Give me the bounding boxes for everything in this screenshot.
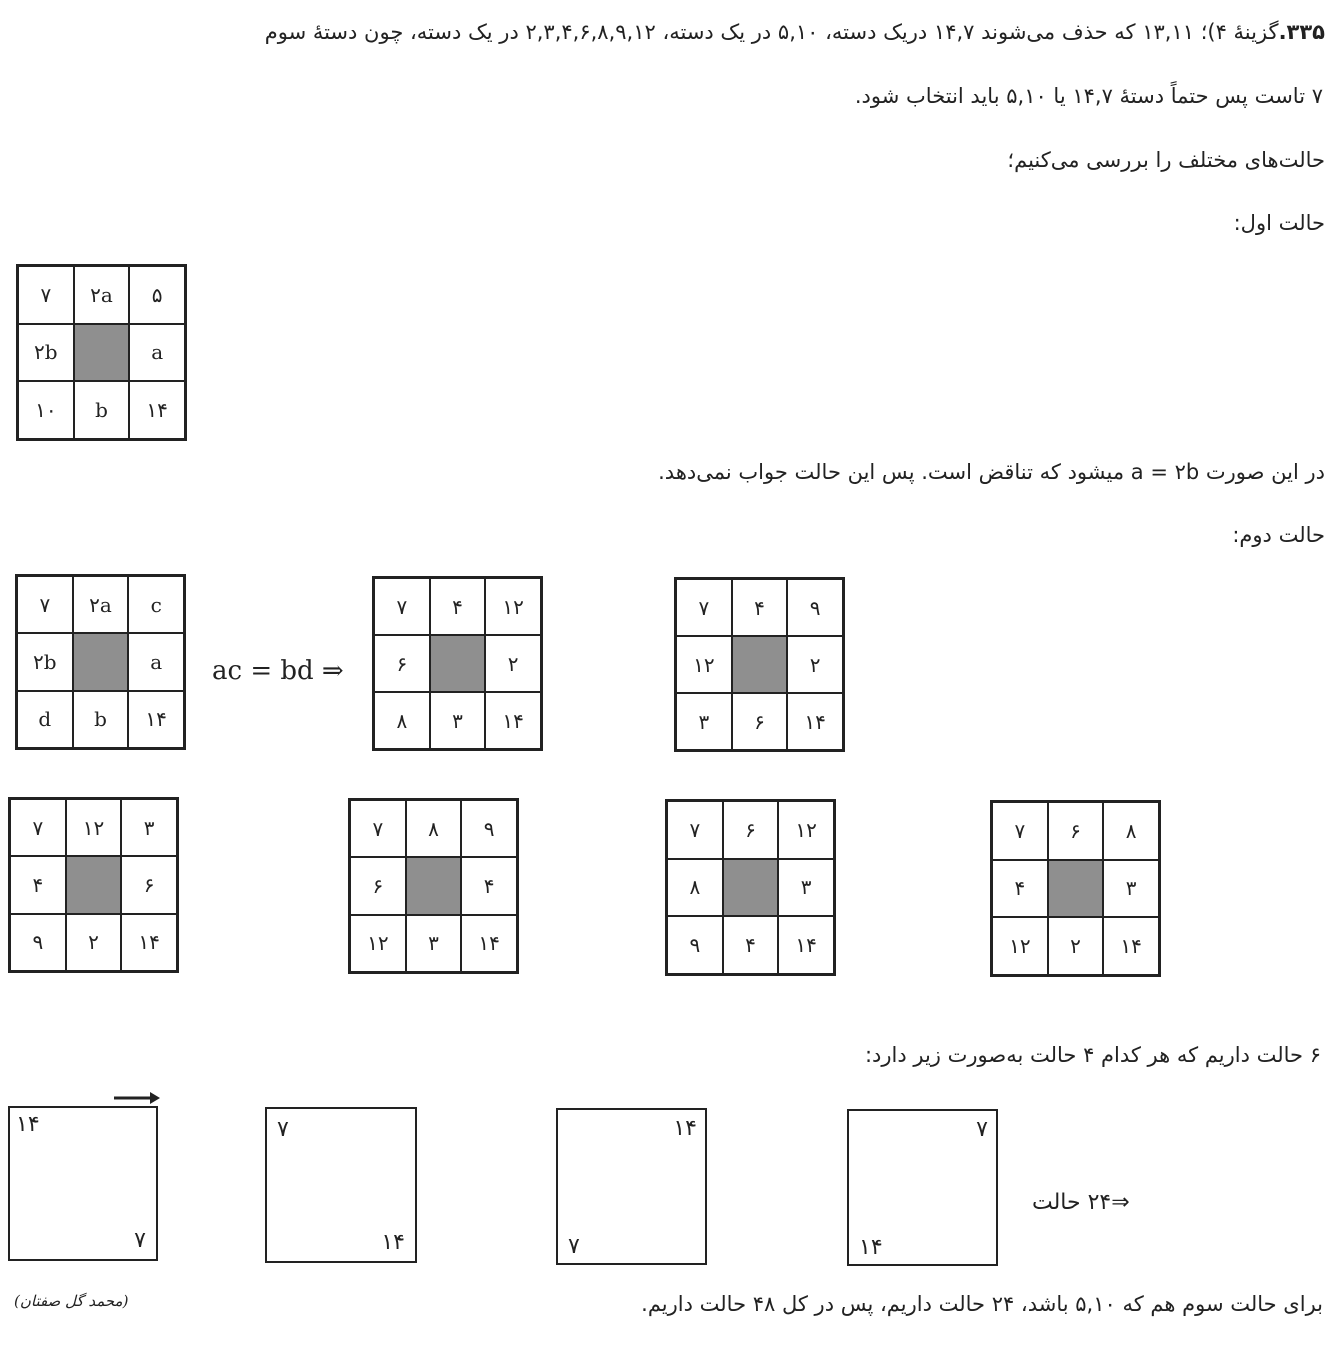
grid-cell: ۱۲ xyxy=(485,578,541,635)
grid-cell: ۲ xyxy=(66,914,122,971)
magic-grid-solution-2 xyxy=(674,577,845,752)
magic-grid-solution-3 xyxy=(8,797,179,973)
grid-cell: ۹ xyxy=(10,914,66,971)
grid-center-shaded xyxy=(732,636,788,693)
corner-square-2 xyxy=(265,1107,417,1263)
grid-cell: ۴ xyxy=(10,856,66,913)
corner-value-bottom-right: ۱۴ xyxy=(381,1230,405,1255)
grid-cell: ۶ xyxy=(723,801,779,859)
grid-center-shaded xyxy=(723,859,779,917)
grid-cell: b xyxy=(73,691,129,748)
grid-cell: ۱۴ xyxy=(461,915,517,972)
grid-cell: d xyxy=(17,691,73,748)
grid-center-shaded xyxy=(73,633,129,690)
grid-cell: a xyxy=(129,324,185,382)
grid-cell: ۸ xyxy=(1103,802,1159,860)
grid-cell: ۱۴ xyxy=(128,691,184,748)
corner-square-1 xyxy=(8,1106,158,1261)
grid-cell: ۸ xyxy=(374,692,430,749)
line-1-text: گزینهٔ ۴)؛ ۱۳,۱۱ که حذف می‌شوند ۱۴,۷ دریک دسته، ۵,۱۰ در یک دسته، ۲,۳,۴,۶,۸,۹,۱۲ در یک دسته، چون دستهٔ سوم xyxy=(264,20,1279,44)
grid-cell: ۹ xyxy=(787,579,843,636)
grid-cell: ۱۲ xyxy=(778,801,834,859)
grid-cell: ۳ xyxy=(430,692,486,749)
corner-value-top-right: ۱۴ xyxy=(673,1116,697,1141)
grid-cell: ۱۴ xyxy=(778,916,834,974)
grid-cell: ۳ xyxy=(778,859,834,917)
grid-cell: ۷ xyxy=(676,579,732,636)
case-1-result: در این صورت a = ۲b میشود که تناقض است. پس این حالت جواب نمی‌دهد. xyxy=(658,460,1325,484)
grid-cell: ۴ xyxy=(732,579,788,636)
grid-cell: ۷ xyxy=(350,800,406,857)
grid-cell: ۱۴ xyxy=(129,381,185,439)
grid-center-shaded xyxy=(1048,860,1104,918)
case-2-title: حالت دوم: xyxy=(1232,523,1325,547)
equation-ac-bd: ac = bd ⇒ xyxy=(212,656,344,686)
grid-cell: ۵ xyxy=(129,266,185,324)
grid-cell: ۳ xyxy=(676,693,732,750)
corner-value-top-left: ۷ xyxy=(277,1117,289,1142)
corner-square-4 xyxy=(847,1109,998,1266)
grid-cell: ۲ xyxy=(485,635,541,692)
grid-cell: ۱۴ xyxy=(787,693,843,750)
grid-cell: ۱۲ xyxy=(66,799,122,856)
grid-cell: ۴ xyxy=(430,578,486,635)
line-review-cases: حالت‌های مختلف را بررسی می‌کنیم؛ xyxy=(1007,148,1325,172)
grid-cell: ۱۲ xyxy=(350,915,406,972)
rotation-arrow-icon xyxy=(112,1088,162,1108)
grid-cell: ۲ xyxy=(787,636,843,693)
magic-grid-case-2-variables xyxy=(15,574,186,750)
grid-cell: ۷ xyxy=(992,802,1048,860)
corner-square-3 xyxy=(556,1108,707,1265)
result-24-cases: ⇒۲۴ حالت xyxy=(1032,1190,1130,1215)
corner-value-top-left: ۱۴ xyxy=(16,1112,40,1137)
grid-cell: ۹ xyxy=(461,800,517,857)
grid-cell: ۱۴ xyxy=(485,692,541,749)
magic-grid-solution-1 xyxy=(372,576,543,751)
grid-cell: ۲b xyxy=(17,633,73,690)
corner-value-bottom-left: ۱۴ xyxy=(859,1235,883,1260)
case-1-title: حالت اول: xyxy=(1233,211,1325,235)
grid-cell: ۲a xyxy=(73,576,129,633)
grid-cell: c xyxy=(128,576,184,633)
problem-number: ۳۳۵. xyxy=(1278,20,1325,44)
grid-cell: ۸ xyxy=(667,859,723,917)
grid-cell: ۷ xyxy=(18,266,74,324)
grid-cell: ۷ xyxy=(17,576,73,633)
grid-center-shaded xyxy=(406,857,462,914)
grid-cell: ۱۲ xyxy=(992,917,1048,975)
grid-cell: ۶ xyxy=(732,693,788,750)
magic-grid-solution-6 xyxy=(990,800,1161,977)
grid-cell: ۱۲ xyxy=(676,636,732,693)
grid-cell: ۷ xyxy=(10,799,66,856)
magic-grid-solution-4 xyxy=(348,798,519,974)
grid-cell: ۳ xyxy=(1103,860,1159,918)
grid-cell: ۶ xyxy=(121,856,177,913)
grid-cell: ۶ xyxy=(1048,802,1104,860)
grid-cell: ۳ xyxy=(121,799,177,856)
grid-cell: ۲ xyxy=(1048,917,1104,975)
grid-cell: ۸ xyxy=(406,800,462,857)
grid-cell: ۶ xyxy=(374,635,430,692)
grid-cell: ۶ xyxy=(350,857,406,914)
corner-value-bottom-right: ۷ xyxy=(134,1228,146,1253)
problem-statement-line-2: ۷ تاست پس حتماً دستهٔ ۱۴,۷ یا ۵,۱۰ باید انتخاب شود. xyxy=(854,84,1323,108)
grid-cell: ۱۰ xyxy=(18,381,74,439)
grid-cell: ۳ xyxy=(406,915,462,972)
six-cases-text: ۶ حالت داریم که هر کدام ۴ حالت به‌صورت زیر دارد: xyxy=(864,1043,1321,1067)
grid-cell: ۷ xyxy=(667,801,723,859)
grid-cell: ۴ xyxy=(723,916,779,974)
grid-cell: ۱۴ xyxy=(1103,917,1159,975)
grid-center-shaded xyxy=(66,856,122,913)
grid-center-shaded xyxy=(74,324,130,382)
problem-statement-line-1 xyxy=(265,20,1325,44)
author-signature: (محمد گل صفتان) xyxy=(14,1292,129,1310)
magic-grid-case-1 xyxy=(16,264,187,441)
grid-cell: a xyxy=(128,633,184,690)
magic-grid-solution-5 xyxy=(665,799,836,976)
grid-cell: ۲a xyxy=(74,266,130,324)
grid-cell: ۴ xyxy=(461,857,517,914)
final-conclusion: برای حالت سوم هم که ۵,۱۰ باشد، ۲۴ حالت داریم، پس در کل ۴۸ حالت داریم. xyxy=(641,1292,1323,1316)
grid-cell: ۲b xyxy=(18,324,74,382)
grid-cell: ۴ xyxy=(992,860,1048,918)
grid-cell: ۱۴ xyxy=(121,914,177,971)
corner-value-bottom-left: ۷ xyxy=(568,1234,580,1259)
corner-value-top-right: ۷ xyxy=(976,1117,988,1142)
grid-cell: ۹ xyxy=(667,916,723,974)
grid-center-shaded xyxy=(430,635,486,692)
grid-cell: b xyxy=(74,381,130,439)
grid-cell: ۷ xyxy=(374,578,430,635)
